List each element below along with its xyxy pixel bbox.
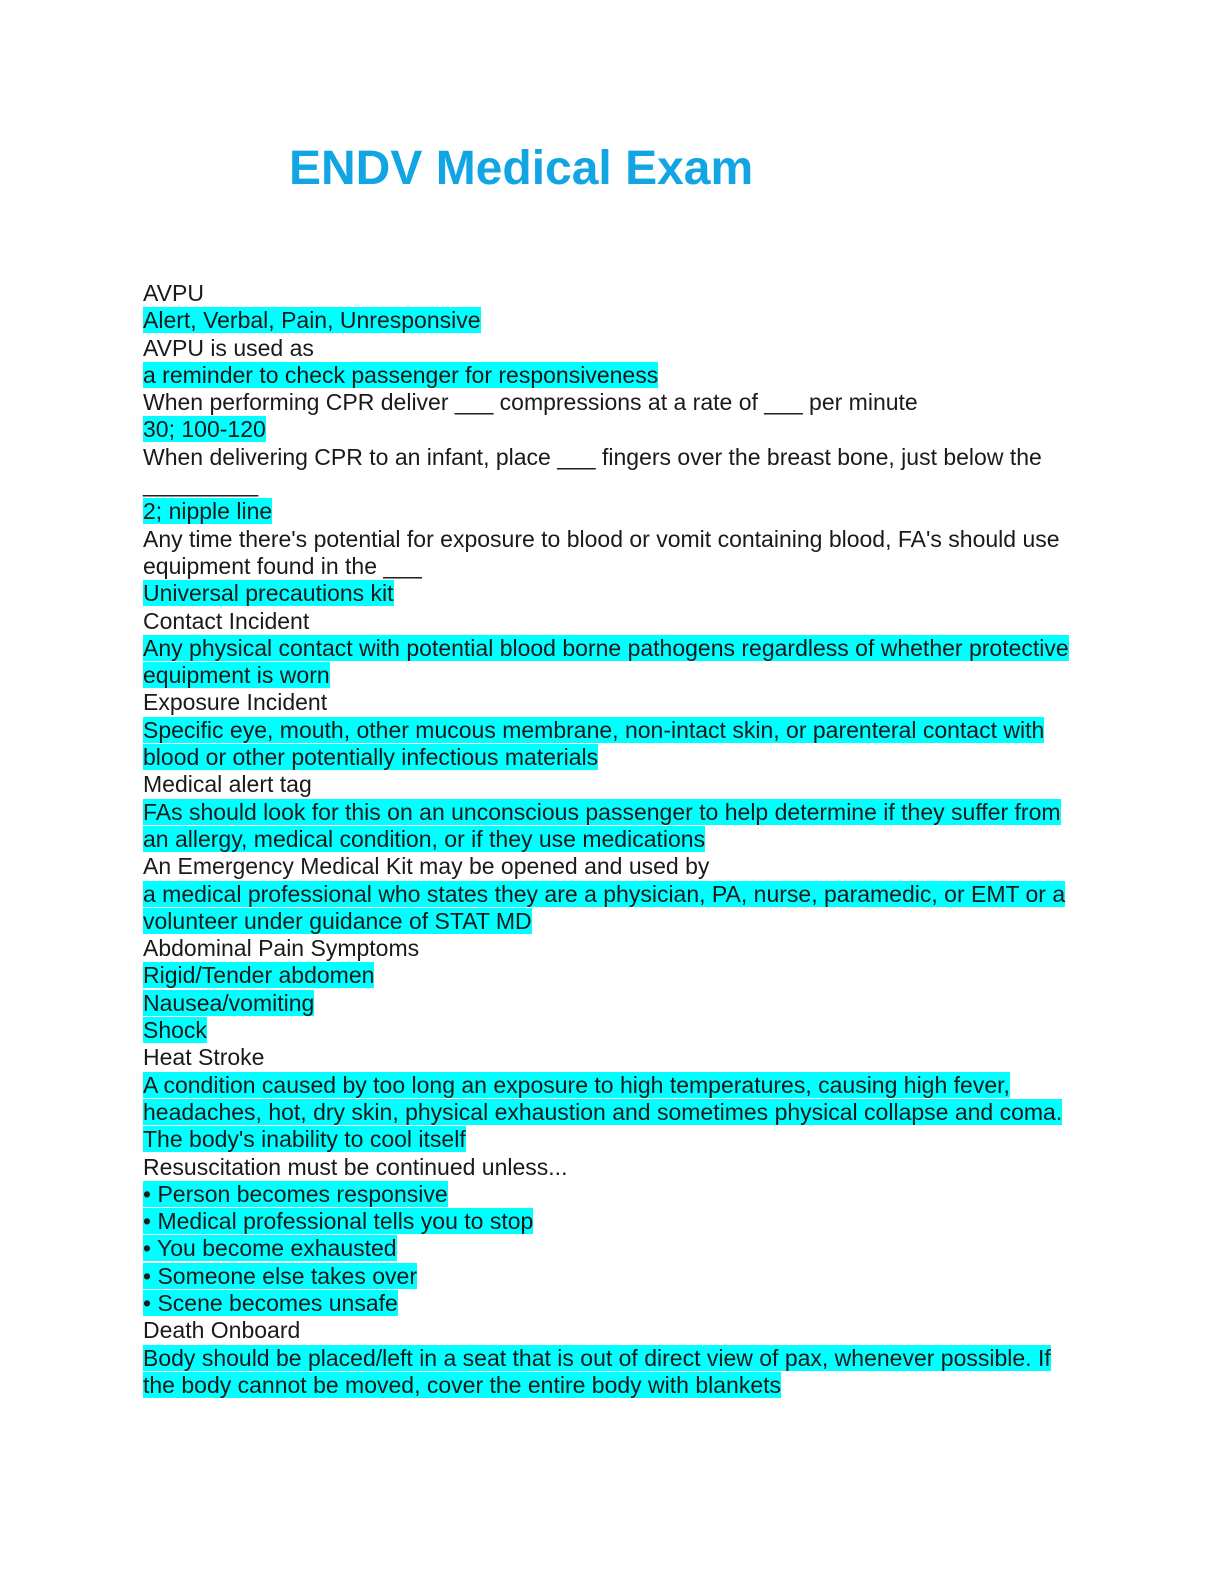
question: Death Onboard <box>143 1317 301 1344</box>
question: Resuscitation must be continued unless... <box>143 1153 568 1180</box>
question: Heat Stroke <box>143 1044 265 1071</box>
answer-text: Any physical contact with potential blood borne pathogens regardless of whether protective equipment is worn <box>143 634 1069 689</box>
question: AVPU <box>143 280 204 306</box>
document-title: ENDV Medical Exam <box>289 142 754 195</box>
question: Medical alert tag <box>143 771 312 798</box>
answer <box>143 362 1073 389</box>
question: Abdominal Pain Symptoms <box>143 935 420 962</box>
answer <box>143 799 1073 854</box>
answer-text: • Someone else takes over <box>143 1262 417 1289</box>
answer-text: Rigid/Tender abdomen <box>143 962 375 989</box>
answer-text: Body should be placed/left in a seat that is out of direct view of pax, whenever possible. If the body cannot be moved, cover the entire body with blankets <box>143 1344 1051 1398</box>
flashcard-list <box>143 280 1073 1399</box>
answer-text: • Person becomes responsive <box>143 1180 448 1207</box>
question: AVPU is used as <box>143 334 314 361</box>
answer-text: Alert, Verbal, Pain, Unresponsive <box>143 307 481 334</box>
answer <box>143 717 1073 772</box>
answer <box>143 1290 1073 1317</box>
answer-text: • Medical professional tells you to stop <box>143 1208 534 1235</box>
question: When delivering CPR to an infant, place ___ fingers over the breast bone, just below the _________ <box>143 443 1042 498</box>
answer <box>143 416 1073 443</box>
answer-text: Specific eye, mouth, other mucous membrane, non-intact skin, or parenteral contact with blood or other potentially infectious materials <box>143 716 1045 771</box>
answer <box>143 1017 1073 1044</box>
answer <box>143 1181 1073 1208</box>
answer-text: Universal precautions kit <box>143 580 394 607</box>
answer <box>143 635 1073 690</box>
answer-text: a medical professional who states they are a physician, PA, nurse, paramedic, or EMT or a volunteer under guidance of STAT MD <box>143 880 1066 934</box>
question: Contact Incident <box>143 607 310 634</box>
answer-text: 30; 100-120 <box>143 416 266 443</box>
answer <box>143 580 1073 607</box>
answer <box>143 962 1073 989</box>
answer <box>143 990 1073 1017</box>
answer-text: A condition caused by too long an exposure to high temperatures, causing high fever, headaches, hot, dry skin, physical exhaustion and sometimes physical collapse and coma. The body's inability to cool itself <box>143 1071 1063 1153</box>
question: Exposure Incident <box>143 689 328 716</box>
answer-text: 2; nipple line <box>143 498 273 525</box>
answer-text: FAs should look for this on an unconscious passenger to help determine if they suffer from an allergy, medical condition, or if they use medications <box>143 798 1061 852</box>
answer <box>143 1208 1073 1235</box>
answer-text: Shock <box>143 1017 207 1044</box>
answer <box>143 1235 1073 1262</box>
answer <box>143 498 1073 525</box>
question: Any time there's potential for exposure to blood or vomit containing blood, FA's should use equipment found in the ___ <box>143 525 1060 579</box>
answer <box>143 1263 1073 1290</box>
answer <box>143 307 1073 334</box>
answer-text: • You become exhausted <box>143 1235 397 1262</box>
answer-text: Nausea/vomiting <box>143 989 315 1016</box>
question: An Emergency Medical Kit may be opened and used by <box>143 853 710 880</box>
answer <box>143 1072 1073 1154</box>
answer-text: • Scene becomes unsafe <box>143 1289 398 1316</box>
answer <box>143 881 1073 936</box>
answer-text: a reminder to check passenger for responsiveness <box>143 361 659 388</box>
question: When performing CPR deliver ___ compressions at a rate of ___ per minute <box>143 389 918 416</box>
answer <box>143 1345 1073 1400</box>
